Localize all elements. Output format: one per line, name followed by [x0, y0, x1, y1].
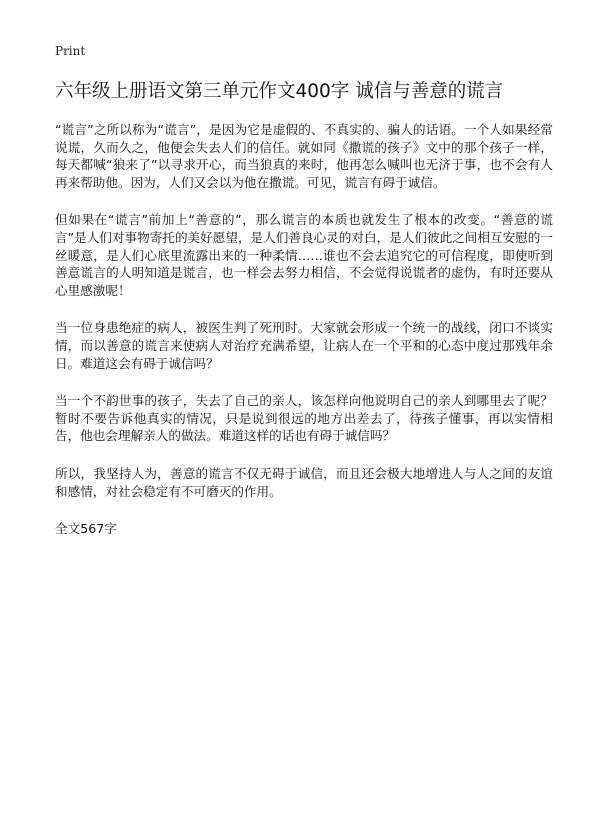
print-link[interactable]: Print: [55, 44, 86, 58]
page-title: 六年级上册语文第三单元作文400字 诚信与善意的谎言: [55, 81, 504, 102]
paragraph-4: 当一个不韵世事的孩子，失去了自己的亲人，该怎样向他说明自己的亲人到哪里去了呢？暂时不要告诉他真实的情况，只是说到很远的地方出差去了，待孩子懂事，再以实情相告，他也会理解亲人的做法。难道这样的话也有碍于诚信吗？: [55, 393, 553, 444]
paragraph-2: 但如果在“谎言”前加上“善意的”，那么谎言的本质也就发生了根本的改变。“善意的谎言”是人们对事物寄托的美好愿望，是人们善良心灵的对白，是人们彼此之间相互安慰的一丝暖意，是人们心底里流露出来的一种柔情……谁也不会去追究它的可信程度，即使听到善意谎言的人明知道是谎言，也一样会去努力相信，不会觉得说谎者的虚伪，有时还要从心里感激呢！: [55, 212, 553, 298]
paragraph-1: “谎言”之所以称为“谎言”，是因为它是虚假的、不真实的、骗人的话语。一个人如果经常说谎，久而久之，他便会失去人们的信任。就如同《撒谎的孩子》文中的那个孩子一样，每天都喊“狼来了”以寻求开心，而当狼真的来时，他再怎么喊叫也无济于事，也不会有人再来帮助他。因为，人们又会以为他在撒谎。可见，谎言有碍于诚信。: [55, 122, 553, 190]
word-count: 全文567字: [55, 521, 117, 536]
article-body: [55, 121, 553, 520]
paragraph-5: 所以，我坚持人为，善意的谎言不仅无碍于诚信，而且还会极大地增进人与人之间的友谊和感情，对社会稳定有不可磨灭的作用。: [55, 465, 553, 499]
paragraph-3: 当一位身患绝症的病人，被医生判了死刑时。大家就会形成一个统一的战线，闭口不谈实情，而以善意的谎言来使病人对治疗充满希望，让病人在一个平和的心态中度过那残年余日。难道这会有碍于诚信吗？: [55, 320, 553, 371]
